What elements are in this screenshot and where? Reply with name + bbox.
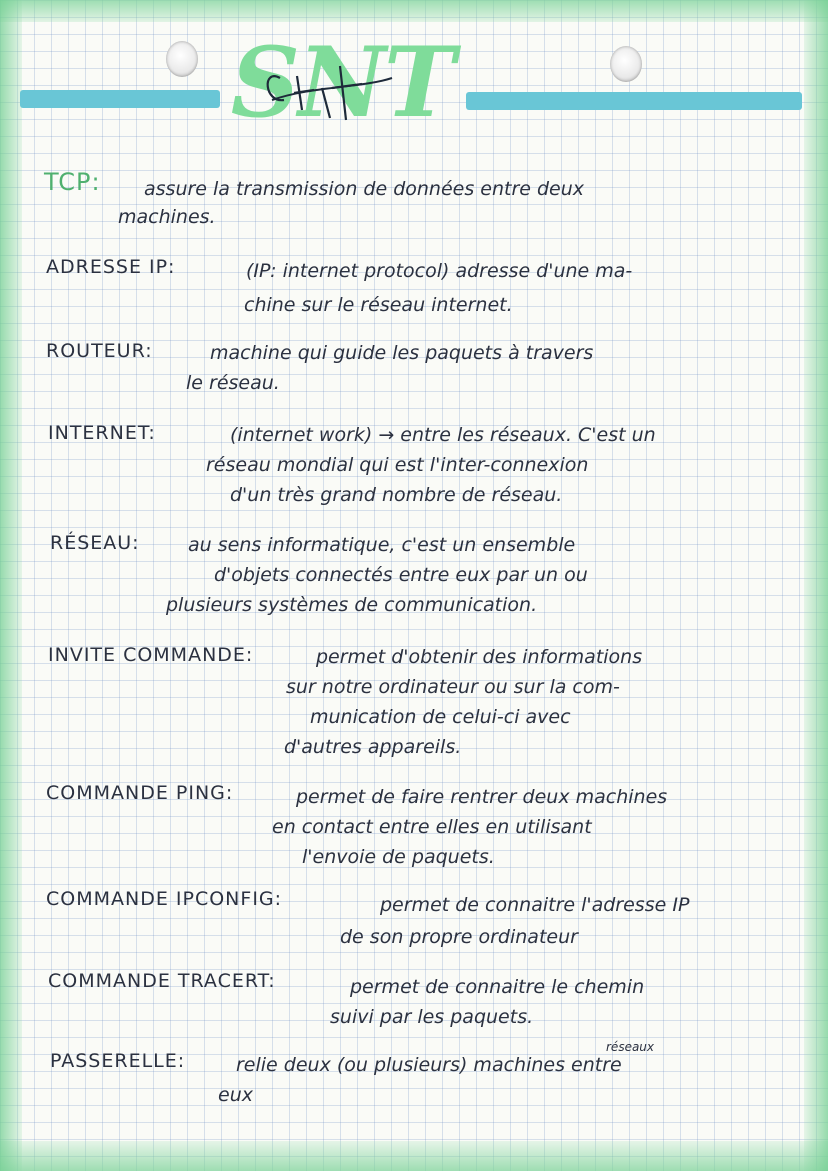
definition-line: d'autres appareils. <box>284 736 462 758</box>
definition-line: suivi par les paquets. <box>330 1006 534 1028</box>
definition-line: d'un très grand nombre de réseau. <box>230 484 563 506</box>
term-passerelle: PASSERELLE: <box>50 1050 186 1072</box>
definition-line: de son propre ordinateur <box>340 926 578 948</box>
definition-line: (internet work) → entre les réseaux. C'est un <box>230 424 656 446</box>
definition-line: assure la transmission de données entre deux <box>144 178 585 200</box>
punch-hole-right <box>610 46 642 82</box>
term-routeur: ROUTEUR: <box>46 340 153 362</box>
definition-line: chine sur le réseau internet. <box>244 294 513 316</box>
definition-line: sur notre ordinateur ou sur la com- <box>286 676 620 698</box>
watercolor-border-bottom <box>0 1141 828 1171</box>
term-adresse-ip: ADRESSE IP: <box>46 256 176 278</box>
title-handwritten-scribble <box>242 48 442 128</box>
title-bar-right <box>466 92 802 110</box>
definition-line: machine qui guide les paquets à travers <box>210 342 594 364</box>
title-bar-left <box>20 90 220 108</box>
term-internet: INTERNET: <box>48 422 156 444</box>
term-tcp: TCP: <box>44 168 101 196</box>
definition-line: le réseau. <box>186 372 280 394</box>
definition-line: munication de celui-ci avec <box>310 706 571 728</box>
punch-hole-left <box>166 41 198 77</box>
definition-line: relie deux (ou plusieurs) machines entre <box>236 1054 622 1076</box>
term-commande-tracert: COMMANDE TRACERT: <box>48 970 276 992</box>
definition-line: permet de connaitre le chemin <box>350 976 645 998</box>
definition-line: au sens informatique, c'est un ensemble <box>188 534 576 556</box>
watercolor-border-left <box>0 0 22 1171</box>
term-invite-commande: INVITE COMMANDE: <box>48 644 254 666</box>
definition-line: l'envoie de paquets. <box>302 846 495 868</box>
definition-line: (IP: internet protocol) adresse d'une ma- <box>246 260 633 282</box>
term-reseau: RÉSEAU: <box>50 532 140 554</box>
definition-line: d'objets connectés entre eux par un ou <box>214 564 588 586</box>
definition-line: en contact entre elles en utilisant <box>272 816 592 838</box>
definition-line: plusieurs systèmes de communication. <box>166 594 538 616</box>
definition-line: permet de connaitre l'adresse IP <box>380 894 690 916</box>
page-title: SNT <box>230 26 454 139</box>
watercolor-border-top <box>0 0 828 22</box>
definition-line: réseau mondial qui est l'inter-connexion <box>206 454 589 476</box>
definition-line: eux <box>218 1084 253 1106</box>
term-commande-ping: COMMANDE PING: <box>46 782 234 804</box>
watercolor-border-right <box>804 0 828 1171</box>
definition-line: permet d'obtenir des informations <box>316 646 643 668</box>
term-commande-ipconfig: COMMANDE IPCONFIG: <box>46 888 283 910</box>
correction-note: réseaux <box>606 1040 655 1054</box>
definition-line: permet de faire rentrer deux machines <box>296 786 668 808</box>
page-title-block <box>222 28 462 138</box>
definition-line: machines. <box>118 206 216 228</box>
